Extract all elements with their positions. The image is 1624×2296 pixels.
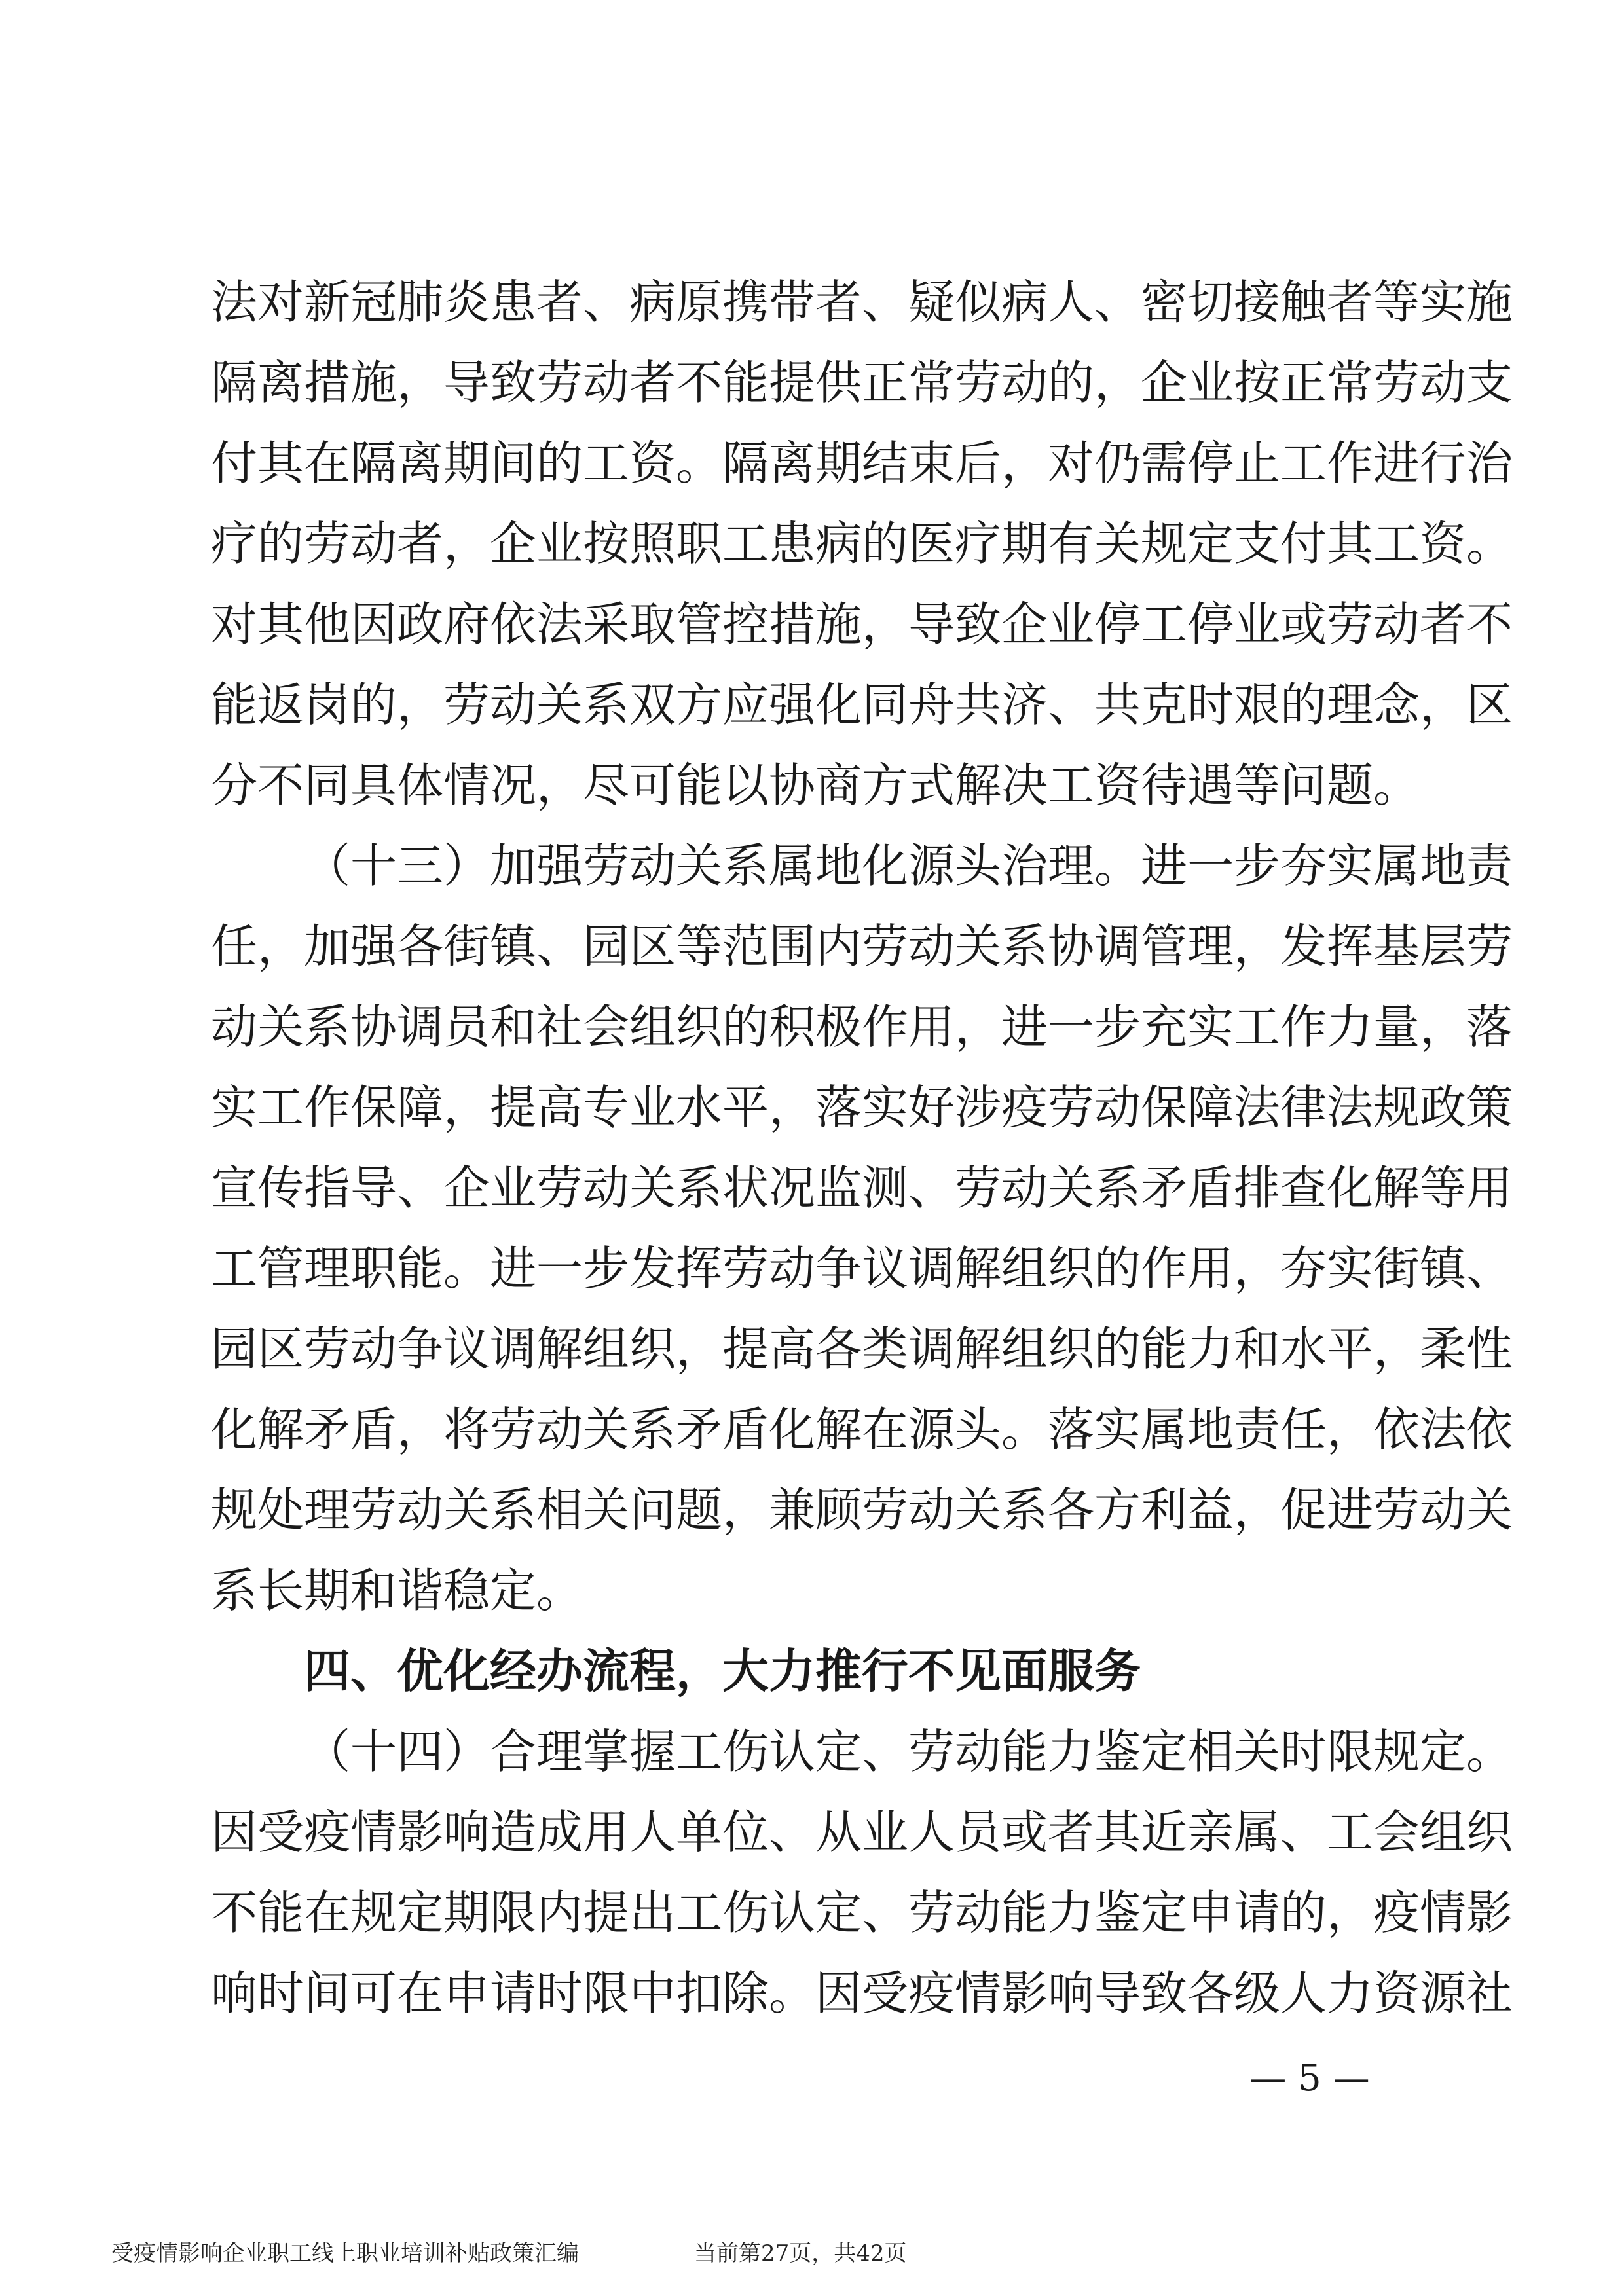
text-line: 动关系协调员和社会组织的积极作用，进一步充实工作力量，落: [211, 1000, 1513, 1054]
text-line: 宣传指导、企业劳动关系状况监测、劳动关系矛盾排查化解等用: [211, 1161, 1513, 1215]
document-body: [211, 262, 1513, 2033]
section-heading: 四、优化经办流程，大力推行不见面服务: [304, 1644, 1141, 1698]
text-line: 园区劳动争议调解组织，提高各类调解组织的能力和水平，柔性: [211, 1322, 1513, 1376]
text-line: 实工作保障，提高专业水平，落实好涉疫劳动保障法律法规政策: [211, 1080, 1513, 1135]
text-line: （十四）合理掌握工伤认定、劳动能力鉴定相关时限规定。: [304, 1724, 1513, 1779]
text-line: 化解矛盾，将劳动关系矛盾化解在源头。落实属地责任，依法依: [211, 1402, 1513, 1457]
text-line: 响时间可在申请时限中扣除。因受疫情影响导致各级人力资源社: [211, 1966, 1513, 2020]
text-line: 分不同具体情况，尽可能以协商方式解决工资待遇等问题。: [211, 758, 1420, 812]
text-line: （十三）加强劳动关系属地化源头治理。进一步夯实属地责: [304, 839, 1513, 893]
page-number: — 5 —: [1249, 2057, 1370, 2100]
text-line: 因受疫情影响造成用人单位、从业人员或者其近亲属、工会组织: [211, 1805, 1513, 1859]
text-line: 付其在隔离期间的工资。隔离期结束后，对仍需停止工作进行治: [211, 436, 1513, 490]
footer-page-indicator: 当前第27页，共42页: [694, 2240, 907, 2267]
text-line: 法对新冠肺炎患者、病原携带者、疑似病人、密切接触者等实施: [211, 275, 1513, 329]
text-line: 规处理劳动关系相关问题，兼顾劳动关系各方利益，促进劳动关: [211, 1483, 1513, 1537]
text-line: 能返岗的，劳动关系双方应强化同舟共济、共克时艰的理念，区: [211, 678, 1513, 732]
footer-document-title: 受疫情影响企业职工线上职业培训补贴政策汇编: [111, 2240, 579, 2267]
text-line: 工管理职能。进一步发挥劳动争议调解组织的作用，夯实街镇、: [211, 1241, 1513, 1296]
text-line: 疗的劳动者，企业按照职工患病的医疗期有关规定支付其工资。: [211, 517, 1513, 571]
text-line: 隔离措施，导致劳动者不能提供正常劳动的，企业按正常劳动支: [211, 355, 1513, 410]
text-line: 不能在规定期限内提出工伤认定、劳动能力鉴定申请的，疫情影: [211, 1886, 1513, 1940]
text-line: 对其他因政府依法采取管控措施，导致企业停工停业或劳动者不: [211, 597, 1513, 651]
text-line: 系长期和谐稳定。: [211, 1563, 583, 1618]
text-line: 任，加强各街镇、园区等范围内劳动关系协调管理，发挥基层劳: [211, 919, 1513, 974]
